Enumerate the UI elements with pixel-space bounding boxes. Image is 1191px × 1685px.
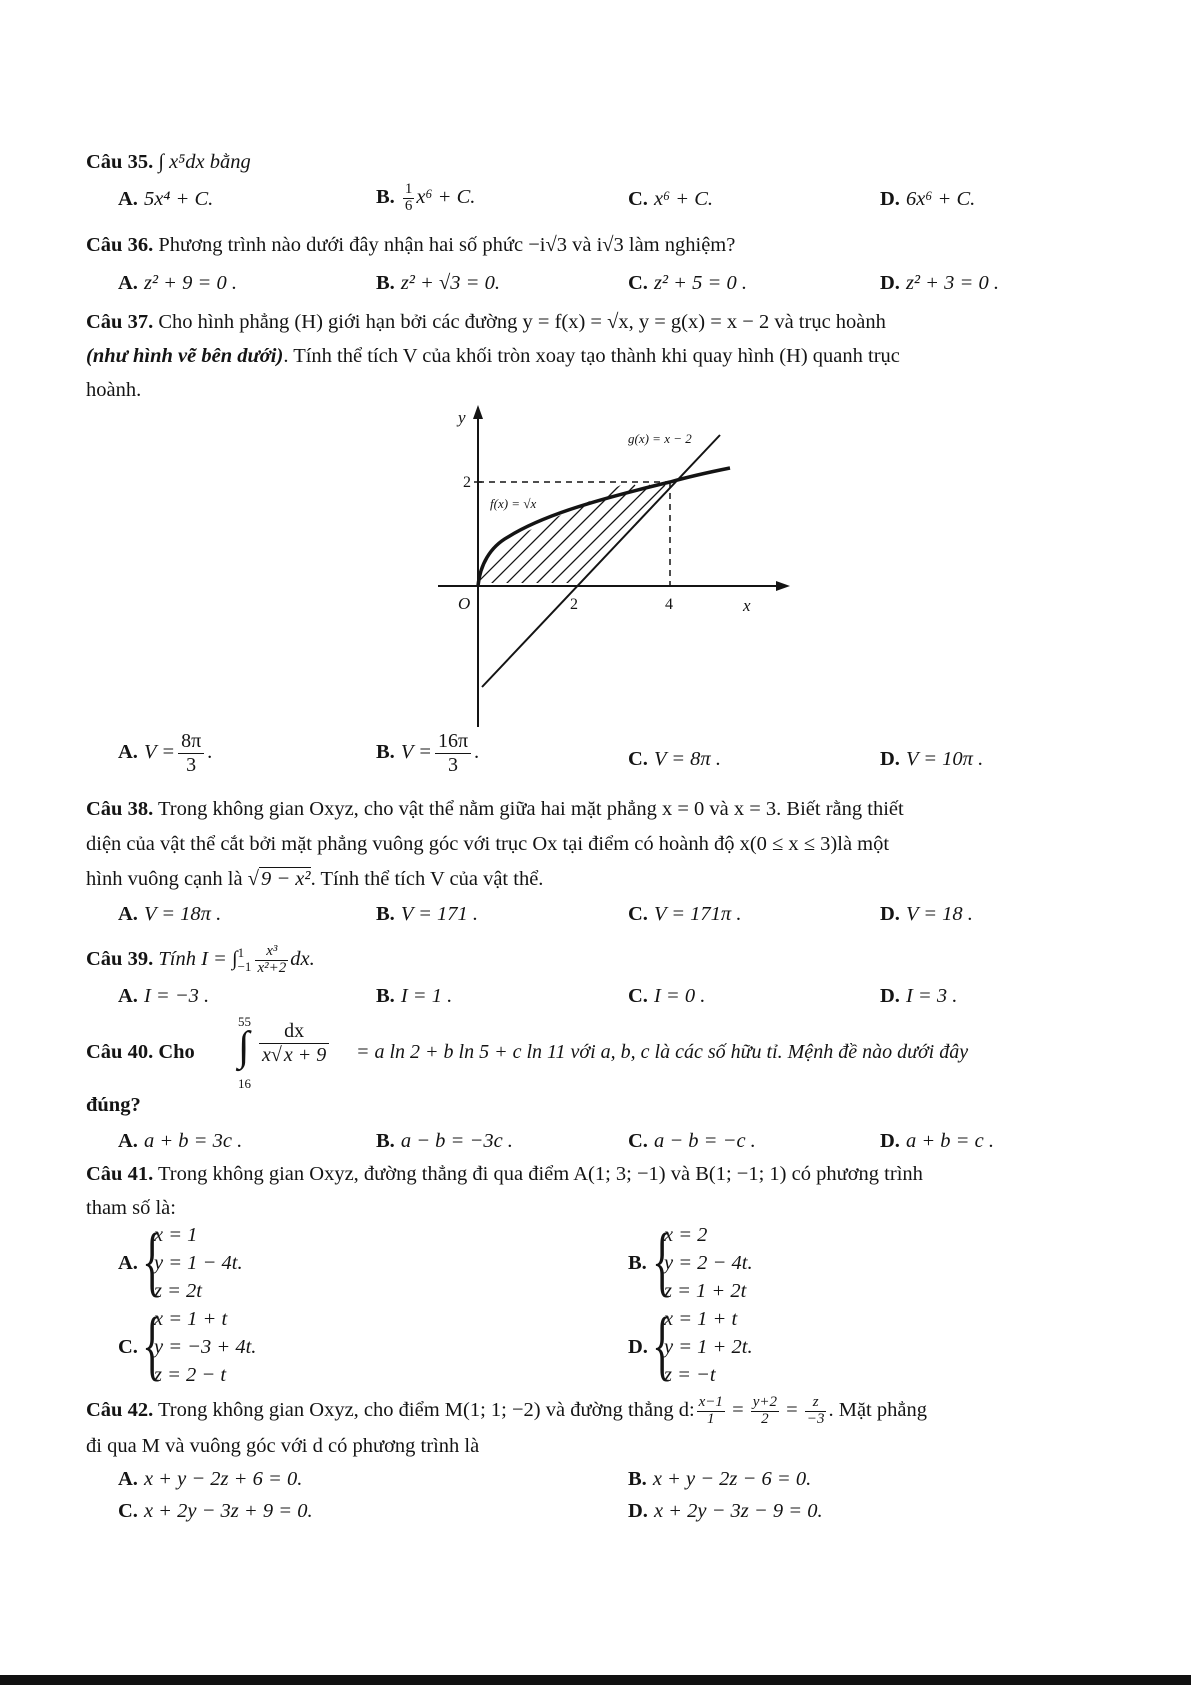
graph-svg (430, 405, 790, 735)
option-a: A. V = $\frac{8\pi}{3}$ . (118, 730, 213, 776)
lower-limit: 16 (238, 1076, 251, 1091)
x-tick-2: 2 (570, 596, 578, 613)
question-37-line2: (như hình vẽ bên dưới). Tính thể tích V của khối tròn xoay tạo thành khi quay hình (H) quanh trục (86, 345, 900, 367)
option-b: B. z² + √3 = 0. (376, 272, 500, 294)
option-d: D. x + 2y − 3z − 9 = 0. (628, 1500, 823, 1522)
option-b: B. I = 1 . (376, 985, 453, 1007)
option-d: D. V = 10π . (880, 748, 984, 770)
option-c: C. a − b = −c . (628, 1130, 756, 1152)
option-a: A. x + y − 2z + 6 = 0. (118, 1468, 303, 1490)
option-c: C. x⁶ + C. (628, 188, 714, 210)
option-d: D. z² + 3 = 0 . (880, 272, 999, 294)
exam-page: Câu 35. ∫ x⁵dx bằng A. 5x⁴ + C. B. $\frac{1}{6}$ x⁶ + C. C. x⁶ + C. D. 6x⁶ + C. Câu 36. Phương trình nào dưới đây nhận hai số phức −i√3 và i√3 làm nghiệm? A. z² + 9 = 0 . B. z² + √3 = 0. C. z² + 5 = 0 . D. z² + 3 = 0 . Câu 37. Cho hình phẳng (H) giới hạn bởi các đường y = f(x) = √x, y = g(x) = x − 2 và trục hoành (như hình vẽ bên dưới). Tính thể tích V của khối tròn xoay tạo thành khi quay hình (H) quanh trục hoành. y x O 2 4 2 f(x) = √x g(x) = x − 2 A. V = $\frac{8\pi}{3}$ . B. V = $\frac{16\pi}{3}$ . C. V = 8π . D. V = 10π . Câu 38. Trong không gian Oxyz, cho vật thể nằm giữa hai mặt phẳng x = 0 và x = 3. Biết rằng thiết diện của vật thể cắt bởi mặt phẳng vuông góc với trục Ox tại điểm có hoành độ x(0 ≤ x ≤ 3)là một hình vuông cạnh là √9 − x². Tính thể tích V của vật thể. A. V = 18π . B. V = 171 . C. V = 171π . D. V = 18 . Câu 39. Tính I = ∫ 1 −1 $\frac{\text{x³}}{\text{x²+2}}$ dx. A. I = −3 . B. I = 1 . C. I = 0 . D. I = 3 . Câu 40. Cho 55 ∫ 16 $\frac{dx}{x√ x + 9}$ = a ln 2 + b ln 5 + c ln 11 với a, b, c là các số hữu tỉ. Mệnh đề nào dưới đây đúng? A. a + b = 3c . B. a − b = −3c . C. a − b = −c . D. a + b = c . Câu 41. Trong không gian Oxyz, đường thẳng đi qua điểm A(1; 3; −1) và B(1; −1; 1) có phương trình tham số là: A. { x = 1 y = 1 − 4t. z = 2t B. { x = 2 y = 2 − 4t. z = 1 + 2t C. { x = 1 + t y = −3 + 4t. z = 2 − t D. { x = 1 + t y = 1 + 2t. z = −t Câu 42. Trong không gian Oxyz, cho điểm M(1; 1; −2) và đường thẳng d: $\frac{x-1}{1}$ = $\frac{y+2}{2}$ = $\frac{z}{-3}$ . Mặt phẳng đi qua M và vuông góc với d có phương trình là A. x + y − 2z + 6 = 0. B. x + y − 2z − 6 = 0. C. x + 2y − 3z + 9 = 0. D. x + 2y − 3z − 9 = 0. (0, 0, 1191, 1685)
rhs: = a ln 2 + b ln 5 + c ln 11 với a, b, c là các số hữu tỉ. Mệnh đề nào dưới đây (356, 1041, 969, 1063)
option-c: C. { x = 1 + t y = −3 + 4t. z = 2 − t (118, 1301, 257, 1388)
option-a: A. { x = 1 y = 1 − 4t. z = 2t (118, 1217, 243, 1304)
option-c: C. V = 171π . (628, 903, 742, 925)
brace-icon: { (142, 1217, 163, 1304)
option-d: D. { x = 1 + t y = 1 + 2t. z = −t (628, 1301, 753, 1388)
option-a: A. 5x⁴ + C. (118, 188, 214, 210)
origin-label: O (458, 594, 471, 613)
y-axis-arrow-icon (473, 405, 483, 419)
option-d: D. V = 18 . (880, 903, 973, 925)
line-g (482, 435, 720, 687)
option-a: A. z² + 9 = 0 . (118, 272, 237, 294)
question-38-line3: hình vuông cạnh là √9 − x². Tính thể tích V của vật thể. (86, 868, 544, 890)
brace-icon: { (142, 1301, 163, 1388)
question-35 (86, 150, 251, 175)
question-36: Câu 36. Phương trình nào dưới đây nhận hai số phức −i√3 và i√3 làm nghiệm? (86, 234, 736, 256)
function-graph (430, 405, 790, 735)
option-a: A. V = 18π . (118, 903, 222, 925)
option-b: B. a − b = −3c . (376, 1130, 513, 1152)
question-40: Câu 40. Cho (86, 1041, 195, 1063)
question-41: Câu 41. Trong không gian Oxyz, đường thẳng đi qua điểm A(1; 3; −1) và B(1; −1; 1) có phương trình (86, 1163, 923, 1185)
integral-sign: ∫ (238, 1024, 250, 1070)
question-stem: ∫ x⁵dx bằng (158, 151, 251, 173)
question-37: Câu 37. Cho hình phẳng (H) giới hạn bởi các đường y = f(x) = √x, y = g(x) = x − 2 và trục hoành (86, 311, 886, 333)
question-42-line2: đi qua M và vuông góc với d có phương trình là (86, 1435, 480, 1457)
upper-limit: 55 (238, 1014, 251, 1029)
x-axis-arrow-icon (776, 581, 790, 591)
brace-icon: { (652, 1217, 673, 1304)
question-38: Câu 38. Trong không gian Oxyz, cho vật thể nằm giữa hai mặt phẳng x = 0 và x = 3. Biết rằng thiết (86, 798, 904, 820)
question-42: Câu 42. Trong không gian Oxyz, cho điểm M(1; 1; −2) và đường thẳng d: $\frac{x-1}{1}$ = $\frac{y+2}{2}$ = $\frac{z}{-3}$ . Mặt phẳng (86, 1394, 927, 1427)
option-b: B. $\frac{1}{6}$ x⁶ + C. (376, 181, 476, 214)
option-b: B. V = 171 . (376, 903, 479, 925)
y-tick-2: 2 (463, 474, 471, 491)
question-39: Câu 39. Tính I = ∫ 1 −1 $\frac{\text{x³}}{\text{x²+2}}$ dx. (86, 943, 315, 976)
x-tick-4: 4 (665, 596, 673, 613)
g-label: g(x) = x − 2 (628, 431, 692, 446)
brace-icon: { (652, 1301, 673, 1388)
question-41-line2: tham số là: (86, 1197, 176, 1219)
option-c: C. I = 0 . (628, 985, 706, 1007)
option-b: B. V = $\frac{16\pi}{3}$ . (376, 730, 480, 776)
y-axis-label: y (458, 408, 466, 427)
f-label: f(x) = √x (490, 496, 537, 511)
question-label: Câu 35. (86, 151, 154, 173)
question-37-line3: hoành. (86, 379, 142, 401)
option-b: B. x + y − 2z − 6 = 0. (628, 1468, 812, 1490)
option-c: C. z² + 5 = 0 . (628, 272, 747, 294)
curve-f (478, 468, 730, 586)
option-d: D. a + b = c . (880, 1130, 994, 1152)
option-c: C. x + 2y − 3z + 9 = 0. (118, 1500, 313, 1522)
question-38-line2: diện của vật thể cắt bởi mặt phẳng vuông góc với trục Ox tại điểm có hoành độ x(0 ≤ x ≤ 3)là một (86, 833, 890, 855)
option-a: A. a + b = 3c . (118, 1130, 243, 1152)
question-40-line2: đúng? (86, 1094, 141, 1116)
option-b: B. { x = 2 y = 2 − 4t. z = 1 + 2t (628, 1217, 753, 1304)
x-axis-label: x (743, 596, 751, 615)
option-c: C. V = 8π . (628, 748, 721, 770)
option-a: A. I = −3 . (118, 985, 210, 1007)
option-d: D. 6x⁶ + C. (880, 188, 976, 210)
option-d: D. I = 3 . (880, 985, 958, 1007)
bottom-border (0, 1675, 1191, 1685)
